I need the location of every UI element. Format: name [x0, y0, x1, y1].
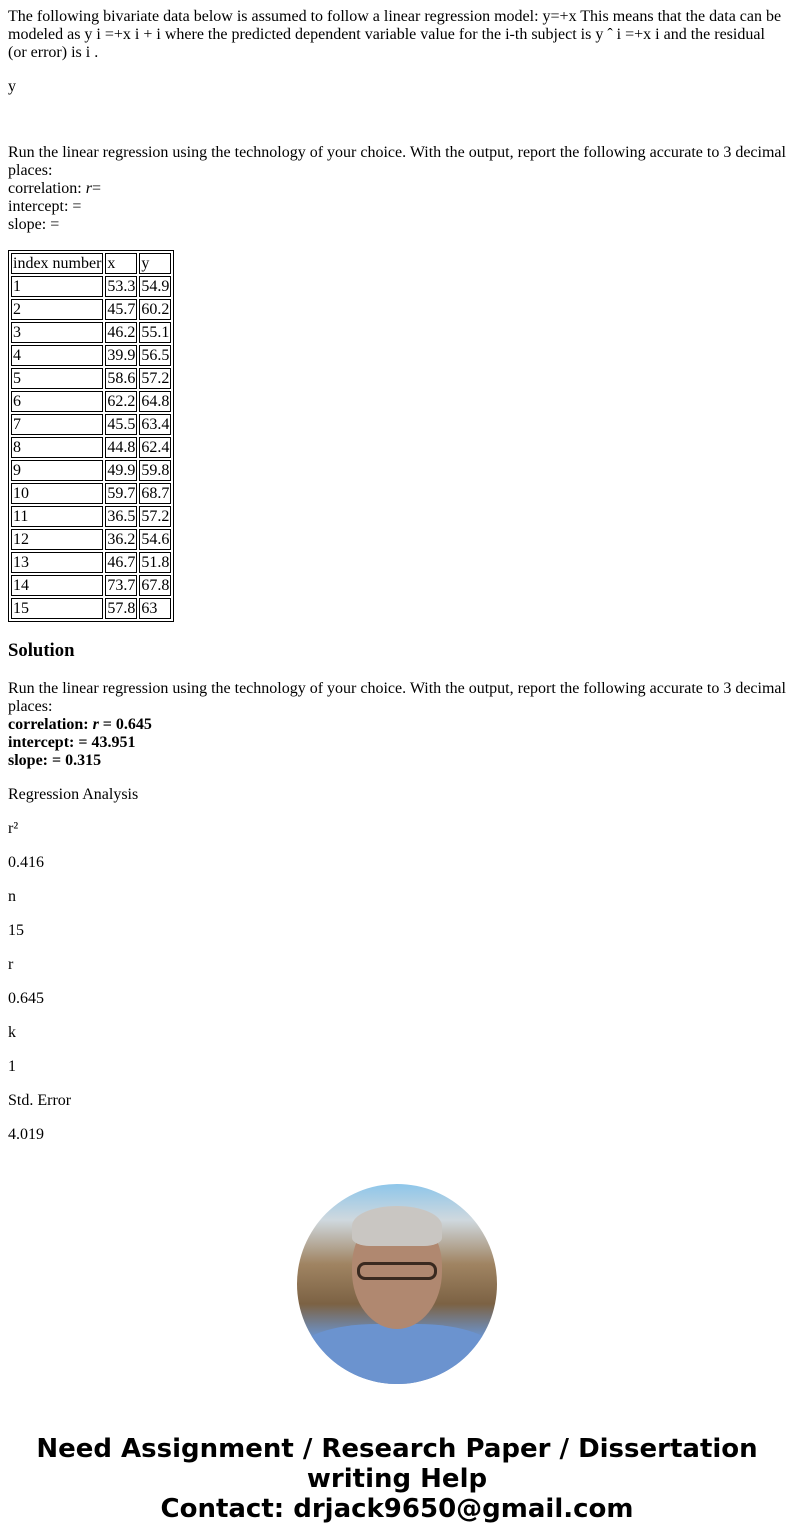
table-cell: 51.8 — [141, 554, 170, 571]
data-table — [8, 250, 174, 622]
table-row — [11, 460, 171, 481]
table-cell: 10 — [11, 483, 103, 504]
solution-correlation — [8, 716, 152, 733]
table-cell: 59.8 — [141, 462, 170, 479]
table-row — [11, 322, 171, 343]
table-row — [11, 483, 171, 504]
table-row — [11, 598, 171, 619]
table-cell: 57.2 — [141, 370, 170, 387]
table-cell: 15 — [11, 598, 103, 619]
stat-label: r — [8, 956, 14, 973]
stat-value: 0.645 — [8, 990, 44, 1007]
table-cell: 56.5 — [141, 347, 170, 364]
instruction-text: Run the linear regression using the technology of your choice. With the output, report the following accurate to 3 decimal places: — [8, 144, 786, 179]
table-cell: 67.8 — [141, 577, 170, 594]
table-cell: 54.9 — [141, 278, 170, 295]
stat-label: r² — [8, 820, 19, 837]
table-cell: 5 — [11, 368, 103, 389]
table-row — [11, 437, 171, 458]
table-cell: 46.2 — [107, 324, 136, 341]
table-header-row — [11, 253, 171, 274]
question-intro: The following bivariate data below is assumed to follow a linear regression model: y=+x This means that the data can be modeled as y i =+x i + i where the predicted dependent variable value for the i-th subject is y ˆ i =+x i and the residual (or error) is i . — [8, 8, 782, 61]
table-cell: x — [105, 253, 137, 274]
stat-value: 1 — [8, 1058, 16, 1075]
table-cell: 45.7 — [107, 301, 136, 318]
table-row — [11, 414, 171, 435]
table-cell: 11 — [11, 506, 103, 527]
stat-label: n — [8, 888, 16, 905]
footer-line-3: Contact: drjack9650@gmail.com — [160, 1494, 634, 1524]
table-cell: 54.6 — [141, 531, 170, 548]
author-photo — [297, 1184, 497, 1384]
stat-value: 0.416 — [8, 854, 44, 871]
table-cell: 36.2 — [107, 531, 136, 548]
table-cell: 63.4 — [141, 416, 170, 433]
table-cell: 57.8 — [107, 600, 136, 617]
correlation-r: r — [92, 716, 99, 733]
table-cell: 39.9 — [107, 347, 136, 364]
solution-instruction-text: Run the linear regression using the technology of your choice. With the output, report the following accurate to 3 decimal places: — [8, 680, 786, 715]
solution-heading: Solution — [8, 640, 75, 661]
table-cell: 7 — [11, 414, 103, 435]
table-cell: 9 — [11, 460, 103, 481]
table-cell: 68.7 — [141, 485, 170, 502]
stat-label: k — [8, 1024, 16, 1041]
y-label: y — [8, 78, 16, 95]
promo-footer — [8, 1434, 786, 1524]
table-row — [11, 552, 171, 573]
correlation-suffix: = — [91, 180, 102, 197]
question-instructions — [8, 144, 786, 234]
table-cell: 2 — [11, 299, 103, 320]
table-cell: 57.2 — [141, 508, 170, 525]
table-cell: 63 — [139, 598, 171, 619]
table-row — [11, 276, 171, 297]
table-cell: 62.2 — [107, 393, 136, 410]
table-cell: y — [139, 253, 171, 274]
correlation-prefix: correlation: — [8, 716, 93, 733]
table-cell: 60.2 — [141, 301, 170, 318]
solution-slope: slope: = 0.315 — [8, 752, 102, 769]
table-cell: 6 — [11, 391, 103, 412]
table-cell: 62.4 — [141, 439, 170, 456]
table-cell: 55.1 — [141, 324, 170, 341]
intercept-line: intercept: = — [8, 198, 82, 215]
table-cell: 44.8 — [107, 439, 136, 456]
table-cell: 1 — [11, 276, 103, 297]
table-row — [11, 299, 171, 320]
table-cell: 53.3 — [107, 278, 136, 295]
footer-line-2: writing Help — [306, 1464, 488, 1494]
footer-line-1: Need Assignment / Research Paper / Dissertation — [36, 1434, 758, 1464]
table-row — [11, 506, 171, 527]
correlation-value: = 0.645 — [98, 716, 152, 733]
regression-stats — [8, 820, 786, 1144]
analysis-title: Regression Analysis — [8, 786, 139, 803]
table-cell: 59.7 — [107, 485, 136, 502]
table-cell: 49.9 — [107, 462, 136, 479]
table-cell: 58.6 — [107, 370, 136, 387]
table-cell: 12 — [11, 529, 103, 550]
table-cell: 13 — [11, 552, 103, 573]
table-cell: 64.8 — [141, 393, 170, 410]
table-cell: 8 — [11, 437, 103, 458]
table-row — [11, 529, 171, 550]
correlation-r: r — [85, 180, 92, 197]
stat-value: 15 — [8, 922, 24, 939]
stat-label: Std. Error — [8, 1092, 72, 1109]
table-cell: index number — [13, 255, 102, 272]
solution-intercept: intercept: = 43.951 — [8, 734, 136, 751]
table-cell: 3 — [11, 322, 103, 343]
table-row — [11, 391, 171, 412]
table-row — [11, 368, 171, 389]
solution-instructions — [8, 680, 786, 770]
correlation-prefix: correlation: — [8, 180, 86, 197]
table-cell: 14 — [11, 575, 103, 596]
table-cell: 46.7 — [107, 554, 136, 571]
slope-line: slope: = — [8, 216, 60, 233]
table-cell: 45.5 — [107, 416, 136, 433]
table-cell: 4 — [11, 345, 103, 366]
stat-value: 4.019 — [8, 1126, 44, 1143]
table-cell: 36.5 — [107, 508, 136, 525]
table-cell: 73.7 — [107, 577, 136, 594]
table-row — [11, 345, 171, 366]
table-row — [11, 575, 171, 596]
